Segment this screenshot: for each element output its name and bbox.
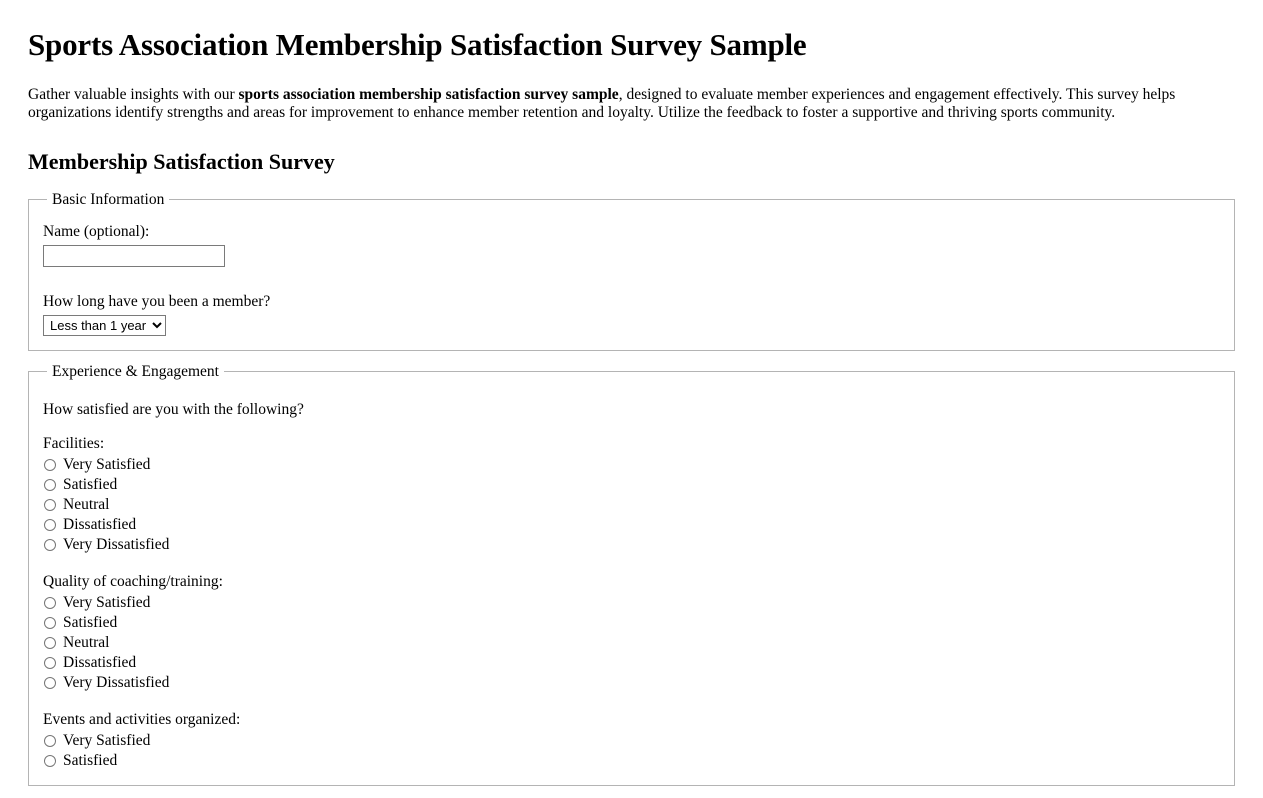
experience-engagement-legend: Experience & Engagement bbox=[52, 362, 219, 380]
intro-text-before: Gather valuable insights with our bbox=[28, 86, 239, 104]
radio-row[interactable] bbox=[41, 633, 1222, 653]
facilities-radio-dissatisfied[interactable] bbox=[44, 519, 56, 531]
radio-label[interactable]: Very Satisfied bbox=[63, 731, 151, 749]
question-block-coaching bbox=[41, 573, 1222, 693]
membership-duration-select[interactable] bbox=[43, 315, 166, 336]
basic-information-legend: Basic Information bbox=[52, 190, 165, 208]
radio-label[interactable]: Satisfied bbox=[63, 751, 118, 769]
page-title: Sports Association Membership Satisfaction Survey Sample bbox=[28, 27, 807, 62]
radio-row[interactable] bbox=[41, 653, 1222, 673]
satisfaction-lead-question: How satisfied are you with the following? bbox=[43, 400, 304, 418]
radio-row[interactable] bbox=[41, 673, 1222, 693]
radio-label[interactable]: Neutral bbox=[63, 495, 110, 513]
coaching-radio-very-satisfied[interactable] bbox=[44, 597, 56, 609]
coaching-radio-list bbox=[41, 593, 1222, 693]
facilities-label: Facilities: bbox=[43, 434, 105, 452]
spacer bbox=[41, 267, 1222, 285]
events-radio-list bbox=[41, 731, 1222, 771]
radio-row[interactable] bbox=[41, 751, 1222, 771]
coaching-radio-dissatisfied[interactable] bbox=[44, 657, 56, 669]
radio-label[interactable]: Very Dissatisfied bbox=[63, 673, 170, 691]
intro-text-bold: sports association membership satisfaction survey sample bbox=[238, 86, 619, 104]
name-label: Name (optional): bbox=[43, 222, 150, 240]
events-radio-very-satisfied[interactable] bbox=[44, 735, 56, 747]
coaching-label: Quality of coaching/training: bbox=[43, 572, 223, 590]
coaching-radio-neutral[interactable] bbox=[44, 637, 56, 649]
radio-label[interactable]: Satisfied bbox=[63, 613, 118, 631]
radio-label[interactable]: Dissatisfied bbox=[63, 653, 137, 671]
radio-row[interactable] bbox=[41, 593, 1222, 613]
coaching-radio-satisfied[interactable] bbox=[44, 617, 56, 629]
basic-information-group bbox=[28, 191, 1235, 351]
radio-label[interactable]: Very Satisfied bbox=[63, 455, 151, 473]
intro-text-after: , designed to evaluate member experiences and engagement effectively. This survey helps organizations identify strengths and areas for improvement to enhance member retention and loyalty. Utilize the feedback to foster a supportive and thriving sports community. bbox=[28, 86, 1176, 122]
coaching-radio-very-dissatisfied[interactable] bbox=[44, 677, 56, 689]
radio-row[interactable] bbox=[41, 613, 1222, 633]
radio-label[interactable]: Satisfied bbox=[63, 475, 118, 493]
facilities-radio-very-dissatisfied[interactable] bbox=[44, 539, 56, 551]
radio-label[interactable]: Very Dissatisfied bbox=[63, 535, 170, 553]
radio-row[interactable] bbox=[41, 515, 1222, 535]
experience-engagement-group bbox=[28, 363, 1235, 786]
membership-duration-label: How long have you been a member? bbox=[43, 292, 271, 310]
events-radio-satisfied[interactable] bbox=[44, 755, 56, 767]
facilities-radio-neutral[interactable] bbox=[44, 499, 56, 511]
radio-row[interactable] bbox=[41, 495, 1222, 515]
radio-row[interactable] bbox=[41, 455, 1222, 475]
name-input[interactable] bbox=[43, 245, 225, 267]
radio-row[interactable] bbox=[41, 535, 1222, 555]
radio-label[interactable]: Neutral bbox=[63, 633, 110, 651]
facilities-radio-list bbox=[41, 455, 1222, 555]
facilities-radio-satisfied[interactable] bbox=[44, 479, 56, 491]
facilities-radio-very-satisfied[interactable] bbox=[44, 459, 56, 471]
radio-row[interactable] bbox=[41, 731, 1222, 751]
question-block-facilities bbox=[41, 435, 1222, 555]
question-block-events bbox=[41, 711, 1222, 771]
radio-label[interactable]: Very Satisfied bbox=[63, 593, 151, 611]
events-label: Events and activities organized: bbox=[43, 710, 241, 728]
radio-row[interactable] bbox=[41, 475, 1222, 495]
intro-paragraph bbox=[28, 86, 1218, 123]
radio-label[interactable]: Dissatisfied bbox=[63, 515, 137, 533]
section-heading: Membership Satisfaction Survey bbox=[28, 148, 335, 174]
